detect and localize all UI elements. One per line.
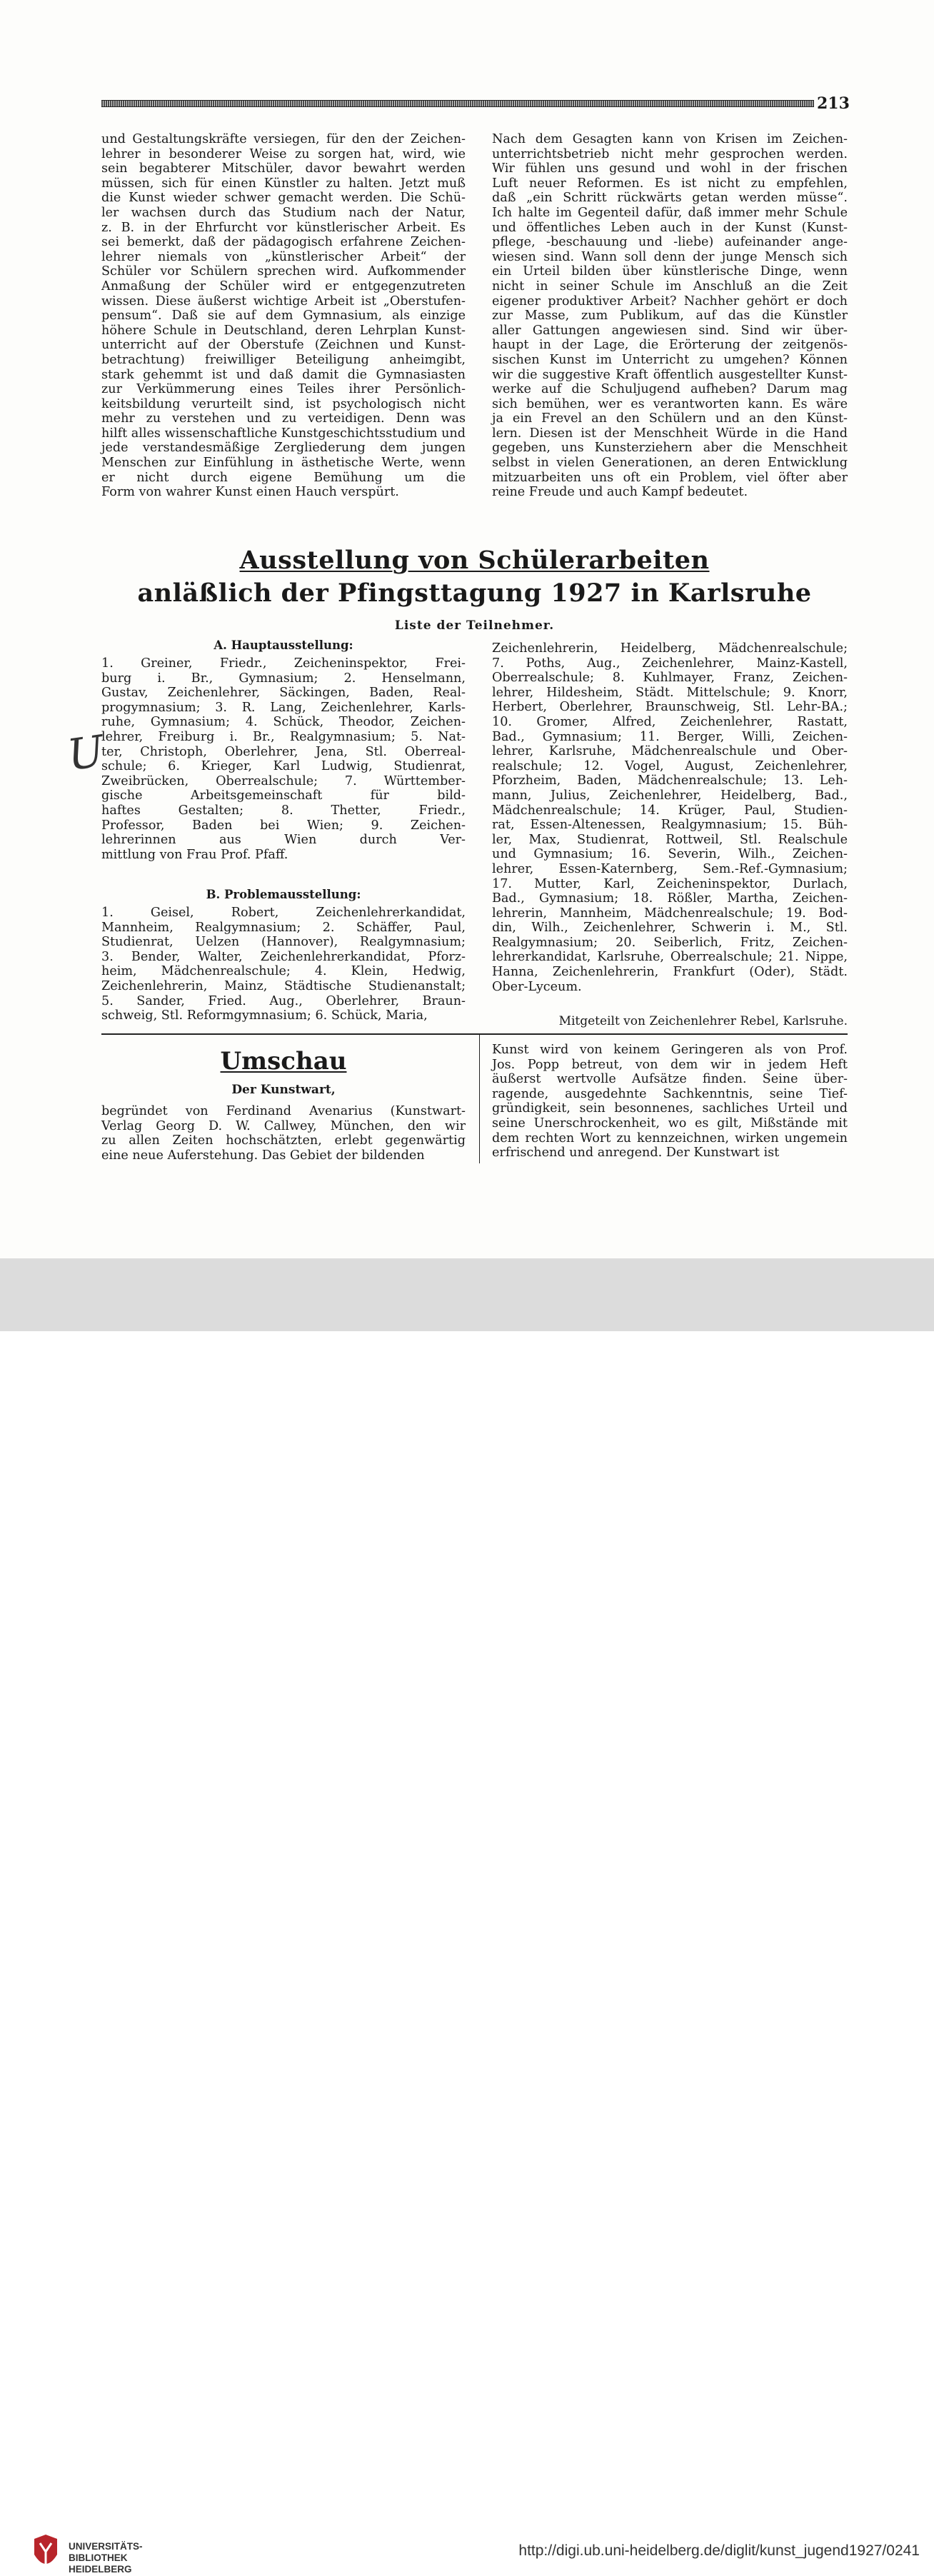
text-line: heim, Mädchenrealschule; 4. Klein, Hedwig, [101,964,466,979]
section-divider-rule [101,1033,848,1035]
text-line: Luft neuer Reformen. Es ist nicht zu empfehlen, [492,176,848,191]
section-a-list [101,656,466,862]
text-line: mehr zu verstehen und zu verteidigen. Denn was [101,411,466,426]
text-line: lehrer in besonderer Weise zu sorgen hat, wird, wie [101,146,466,161]
text-line: sischen Kunst im Unterricht zu umgehen? Können [492,352,848,367]
text-line: Ich halte im Gegenteil dafür, daß immer mehr Schule [492,205,848,220]
text-line: er nicht durch eigene Bemühung um die [101,470,466,485]
handwritten-margin-mark: U [64,726,108,781]
library-name-line2: BIBLIOTHEK [69,2552,128,2563]
text-line: eigener produktiver Arbeit? Nachher gehört er doch [492,294,848,309]
text-line: keitsbildung verurteilt sind, ist psychologisch nicht [101,396,466,411]
text-line: pensum“. Daß sie auf dem Gymnasium, als einzige [101,309,466,324]
text-line: und Gestaltungskräfte versiegen, für den der Zeichen- [101,132,466,146]
text-line: 1. Greiner, Friedr., Zeicheninspektor, Frei- [101,656,466,671]
text-line: ler, Max, Studienrat, Rottweil, Stl. Realschule [492,832,848,847]
text-line: mann, Julius, Zeichenlehrer, Heidelberg, Bad., [492,788,848,803]
text-line: hilft alles wissenschaftliche Kunstgeschichtsstudium und [101,426,466,441]
text-line: ruhe, Gymnasium; 4. Schück, Theodor, Zeichen- [101,715,466,730]
body-column-left [101,132,466,500]
text-line: begründet von Ferdinand Avenarius (Kunstwart- [101,1104,466,1118]
text-line: pflege, -beschauung und -liebe) aufeinander ange- [492,235,848,250]
text-line: lehrerkandidat, Karlsruhe, Oberrealschule; 21. Nippe, [492,950,848,965]
text-line: gründigkeit, sein besonnenes, sachliches Urteil und [492,1101,848,1116]
text-line: sich bemühen, wer es verantworten kann. Es wäre [492,396,848,411]
text-line: Wir fühlen uns gesund und wohl in der frischen [492,161,848,176]
text-line: wiesen sind. Wann soll denn der junge Mensch sich [492,249,848,264]
text-line: mitzuarbeiten uns oft ein Problem, viel öfter aber [492,470,848,485]
text-line: 7. Poths, Aug., Zeichenlehrer, Mainz-Kastell, [492,656,848,671]
text-line: Verlag Georg D. W. Callwey, München, den wir [101,1118,466,1133]
section-b-list-continued [492,641,848,994]
text-line: lehrer, Karlsruhe, Mädchenrealschule und Ober- [492,744,848,759]
library-logo-icon [31,2533,60,2576]
exhibition-heading-line2: anläßlich der Pfingsttagung 1927 in Karlsruhe [137,578,812,608]
text-line: wissen. Diese äußerst wichtige Arbeit ist „Oberstufen- [101,294,466,309]
signature-line: Mitgeteilt von Zeichenlehrer Rebel, Karlsruhe. [558,1014,848,1028]
text-line: werke auf die Schuljugend aufheben? Darum mag [492,382,848,397]
text-line: lehrer, Essen-Katernberg, Sem.-Ref.-Gymnasium; [492,861,848,876]
text-line: Bad., Gymnasium; 11. Berger, Willi, Zeichen- [492,729,848,744]
text-line: lehrer, Freiburg i. Br., Realgymnasium; 5. Nat- [101,729,466,744]
section-b-list [101,906,466,1023]
text-line: Oberrealschule; 8. Kuhlmayer, Franz, Zeichen- [492,671,848,686]
text-line: gegeben, uns Kunsterziehern aber die Menschheit [492,441,848,456]
text-line: haupt in der Lage, die Erörterung der zeitgenös- [492,338,848,353]
text-line: 1. Geisel, Robert, Zeichenlehrerkandidat, [101,906,466,920]
text-line: rat, Essen-Altenessen, Realgymnasium; 15. Büh- [492,818,848,833]
text-line: burg i. Br., Gymnasium; 2. Henselmann, [101,671,466,686]
text-line: 5. Sander, Fried. Aug., Oberlehrer, Braun- [101,993,466,1008]
library-footer [0,1258,934,2575]
text-line: Zeichenlehrerin, Mainz, Städtische Studienanstalt; [101,978,466,993]
section-a-title: A. Hauptausstellung: [214,638,353,652]
text-line: dem rechten Wort zu kennzeichnen, wirken ungemein [492,1131,848,1146]
column-divider-line [479,1035,480,1163]
text-line: lehrer, Hildesheim, Städt. Mittelschule; 9. Knorr, [492,685,848,700]
text-line: die Kunst wieder schwer gemacht werden. Die Schü- [101,191,466,206]
text-line: wir die suggestive Kraft öffentlich ausgestellter Kunst- [492,367,848,382]
text-line: progymnasium; 3. R. Lang, Zeichenlehrer, Karls- [101,700,466,715]
library-name-line3: HEIDELBERG [69,2564,132,2575]
text-line: Kunst wird von keinem Geringeren als von Prof. [492,1043,848,1057]
text-line: seine Unerschrockenheit, wo es gilt, Mißstände mit [492,1116,848,1131]
text-line: Menschen zur Einfühlung in ästhetische Werte, wenn [101,456,466,471]
scanned-page [0,0,934,1258]
text-line: nicht in seiner Schule im Anschluß an die Zeit [492,279,848,294]
library-name-line1: UNIVERSITÄTS- [69,2541,143,2552]
text-line: sei bemerkt, daß der pädagogisch erfahrene Zeichen- [101,235,466,250]
text-line: Anmaßung der Schüler wird er entgegenzutreten [101,279,466,294]
text-line: daß „ein Schritt rückwärts getan werden müsse“. [492,191,848,206]
text-line: Studienrat, Uelzen (Hannover), Realgymnasium; [101,935,466,950]
text-line: Mädchenrealschule; 14. Krüger, Paul, Studien- [492,803,848,818]
section-b-title: B. Problemausstellung: [206,888,361,901]
text-line: haftes Gestalten; 8. Thetter, Friedr., [101,803,466,818]
library-name [69,2541,143,2575]
text-line: selbst in vielen Generationen, an deren Entwicklung [492,456,848,471]
participants-subheading: Liste der Teilnehmer. [394,618,555,633]
exhibition-heading-line1: Ausstellung von Schülerarbeiten [239,546,710,575]
text-line: schweig, Stl. Reformgymnasium; 6. Schück, Maria, [101,1008,428,1023]
text-line: Form von wahrer Kunst einen Hauch verspürt. [101,485,399,500]
text-line: eine neue Auferstehung. Das Gebiet der bildenden [101,1148,425,1163]
text-line: Schüler vor Schülern sprechen wird. Aufkommender [101,264,466,279]
text-line: sein begabterer Mitschüler, davor bewahrt werden [101,161,466,176]
text-line: betrachtung) freiwilliger Beteiligung anheimgibt, [101,352,466,367]
text-line: 3. Bender, Walter, Zeichenlehrerkandidat, Pforz- [101,949,466,964]
text-line: und öffentliches Leben auch in der Kunst (Kunst- [492,220,848,235]
text-line: Gustav, Zeichenlehrer, Säckingen, Baden, Real- [101,686,466,701]
text-line: Ober-Lyceum. [492,979,582,994]
text-line: erfrischend und anregend. Der Kunstwart ist [492,1146,780,1161]
umschau-heading: Umschau [220,1047,347,1076]
text-line: ler wachsen durch das Studium nach der Natur, [101,205,466,220]
umschau-column-right [492,1043,848,1161]
text-line: Herbert, Oberlehrer, Braunschweig, Stl. Lehr-BA.; [492,700,848,715]
text-line: zu allen Zeiten hochschätzten, erlebt gegenwärtig [101,1133,466,1148]
text-line: äußerst wertvolle Aufsätze finden. Seine über- [492,1072,848,1087]
text-line: ragende, ausgedehnte Sachkenntnis, seine Tief- [492,1086,848,1101]
text-line: mittlung von Frau Prof. Pfaff. [101,847,288,862]
text-line: lehrerin, Mannheim, Mädchenrealschule; 19. Bod- [492,906,848,921]
text-line: schule; 6. Krieger, Karl Ludwig, Studienrat, [101,759,466,774]
text-line: ein Urteil bilden über künstlerische Dinge, wenn [492,264,848,279]
text-line: Bad., Gymnasium; 18. Rößler, Martha, Zeichen- [492,891,848,906]
text-line: reine Freude und auch Kampf bedeutet. [492,485,748,500]
text-line: lehrerinnen aus Wien durch Ver- [101,833,466,848]
text-line: Zeichenlehrerin, Heidelberg, Mädchenrealschule; [492,641,848,656]
text-line: unterrichtsbetrieb nicht mehr gesprochen werden. [492,146,848,161]
text-line: zur Masse, zum Publikum, auf das die Künstler [492,309,848,324]
umschau-column-left [101,1104,466,1163]
text-line: z. B. in der Ehrfurcht vor künstlerischer Arbeit. Es [101,220,466,235]
body-column-right [492,132,848,500]
text-line: Hanna, Zeichenlehrerin, Frankfurt (Oder), Städt. [492,965,848,980]
text-line: Nach dem Gesagten kann von Krisen im Zeichen- [492,132,848,146]
text-line: müssen, sich für einen Künstler zu halten. Jetzt muß [101,176,466,191]
text-line: 10. Gromer, Alfred, Zeichenlehrer, Rastatt, [492,714,848,729]
text-line: realschule; 12. Vogel, August, Zeichenlehrer, [492,758,848,773]
text-line: Realgymnasium; 20. Seiberlich, Fritz, Zeichen- [492,935,848,950]
text-line: lern. Diesen ist der Menschheit Würde in die Hand [492,426,848,441]
text-line: lehrer niemals von „künstlerischer Arbeit“ der [101,249,466,264]
text-line: Professor, Baden bei Wien; 9. Zeichen- [101,818,466,833]
text-line: Pforzheim, Baden, Mädchenrealschule; 13. Leh- [492,773,848,788]
source-url-link[interactable]: http://digi.ub.uni-heidelberg.de/diglit/kunst_jugend1927/0241 [518,2542,920,2559]
text-line: 17. Mutter, Karl, Zeicheninspektor, Durlach, [492,876,848,891]
page-number: 213 [817,94,850,113]
text-line: Jos. Popp betreut, von dem wir in jedem Heft [492,1057,848,1072]
text-line: Mannheim, Realgymnasium; 2. Schäffer, Paul, [101,920,466,935]
kunstwart-subheading: Der Kunstwart, [231,1083,336,1097]
text-line: jede verstandesmäßige Zergliederung dem jungen [101,441,466,456]
text-line: aller Gattungen angewiesen sind. Sind wir über- [492,323,848,338]
text-line: din, Wilh., Zeichenlehrer, Schwerin i. M., Stl. [492,921,848,936]
text-line: stark gehemmt ist und daß damit die Gymnasiasten [101,367,466,382]
text-line: unterricht auf der Oberstufe (Zeichnen und Kunst- [101,338,466,353]
text-line: gische Arbeitsgemeinschaft für bild- [101,788,466,803]
text-line: ja ein Frevel an den Schülern und an den Künst- [492,411,848,426]
text-line: höhere Schule in Deutschland, deren Lehrplan Kunst- [101,323,466,338]
text-line: Zweibrücken, Oberrealschule; 7. Württember- [101,773,466,788]
header-rule [101,100,814,107]
text-line: zur Verkümmerung eines Teiles ihrer Persönlich- [101,382,466,397]
text-line: und Gymnasium; 16. Severin, Wilh., Zeichen- [492,847,848,862]
text-line: ter, Christoph, Oberlehrer, Jena, Stl. Oberreal- [101,744,466,759]
